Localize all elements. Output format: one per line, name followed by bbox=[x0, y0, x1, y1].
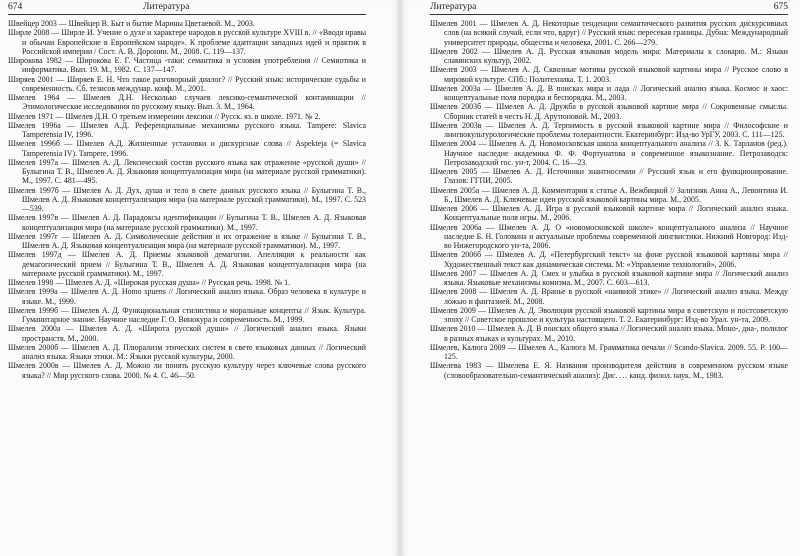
bibliography-entry: Шмелев 2003 — Шмелев А. Д. Сквозные мотивы русской языковой картины мира // Русское слово в мировой культуре. СПб.: Политехника. Т. 1. 2003. bbox=[430, 65, 788, 84]
bibliography-list bbox=[8, 19, 366, 380]
bibliography-entry: Шмелев 2000а — Шмелев А. Д. «Широта русской души» // Логический анализ языка. Языки пространств. М., 2000. bbox=[8, 324, 366, 343]
bibliography-entry: Шмелев 2007 — Шмелев А. Д. Смех и улыбка в русской языковой картине мира // Логический анализ языка. Языковые механизмы комизма. М., 2007. С. 603—613. bbox=[430, 268, 788, 287]
bibliography-entry: Шмелев 2001 — Шмелев А. Д. Некоторые тенденции семантического развития русских дискурсивных слов (на всякий случай, если что, вдруг) // Русский язык: пересекая границы. Дубна: Международный университет природы, общества и человека, 2001. С. 266—279. bbox=[430, 19, 788, 47]
bibliography-entry: Шмелев 1999б — Шмелев А. Д. Функциональная стилистика и моральные концепты // Язык. Культура. Гуманитарное знание. Научное наследие Г. О. Винокура и современность. М., 1999. bbox=[8, 305, 366, 324]
bibliography-entry: Шмелев 1996а — Шмелев А.Д. Референциальные механизмы русского языка. Tampere: Slavica Tamperensia IV, 1996. bbox=[8, 120, 366, 139]
bibliography-entry: Шмелев 2002 — Шмелев А. Д. Русская языковая модель мира: Материалы к словарю. М.: Языки славянских культур, 2002. bbox=[430, 46, 788, 65]
page-number: 674 bbox=[8, 2, 23, 12]
bibliography-entry: Шмелева 1983 — Шмелева Е. Я. Названия производителя действия в современном русском языке (словообразовательно-семантический анализ): Дис. … канд. филол. наук. М., 1983. bbox=[430, 361, 788, 380]
bibliography-entry: Шмелев 2005 — Шмелев А. Д. Источники энантиосемии // Русский язык и его функционирование. Глазов: ГГПИ, 2005. bbox=[430, 167, 788, 186]
bibliography-entry: Шмелев 2004 — Шмелев А. Д. Новомосковская школа концептуального анализа // З. К. Тарланов (ред.). Научное наследие академика Ф. Ф. Фортунатова и современное языкознание. Петрозаводск: Петрозаводский гос. ун-т, 2004. С. 16—23. bbox=[430, 139, 788, 167]
page-number: 675 bbox=[773, 2, 788, 12]
bibliography-entry: Шмелев 1999а — Шмелев А. Д. Homo spuens // Логический анализ языка. Образ человека в культуре и языке. М., 1999. bbox=[8, 287, 366, 306]
bibliography-entry: Шмелев 2006а — Шмелев А. Д. О «новомосковской школе» концептуального анализа // Научное наследие Б. Н. Головина и актуальные проблемы современной лингвистики. Нижний Новгород: Изд-во Нижегородского ун-та, 2006. bbox=[430, 222, 788, 250]
bibliography-entry: Шмелев 2006б — Шмелев А. Д. «Петербургский текст» на фоне русской языковой картины мира // Художественный текст как динамическая система. М: «Управление технологий», 2006. bbox=[430, 250, 788, 269]
page-header bbox=[430, 0, 788, 15]
bibliography-entry: Шмелев 2000б — Шмелев А. Д. Плюрализм этических систем в свете языковых данных // Логический анализ языка. Языки этики. М.: Языки русской культуры, 2000. bbox=[8, 342, 366, 361]
bibliography-entry: Шмелев 1998 — Шмелев А. Д. «Широкая русская душа» // Русская речь. 1998. № 1. bbox=[8, 278, 291, 287]
bibliography-entry: Шмелев 2010 — Шмелев А. Д. В поисках общего языка // Логический анализ языка. Моно-, диа-, полилог в разных языках и культурах. М., 2010. bbox=[430, 324, 788, 343]
bibliography-entry: Ширле 2008 — Ширле И. Учение о духе и характере народов в русской культуре XVIII в. // «Вводя нравы и обычаи Европейские в Европейском народе». К проблеме адаптации западных идей и практик в Российской империи / Сост. А. В. Доронин. М., 2008. С. 119—137. bbox=[8, 28, 366, 56]
bibliography-entry: Шмелев 1964 — Шмелев Д.Н. Несколько случаев лексико-семантической контаминации // Этимологические исследования по русскому языку. Вып. 3. М., 1964. bbox=[8, 93, 366, 112]
bibliography-entry: Широкова 1982 — Широкова Е. Г. Частица -таки: семантика и условия употребления // Семиотика и информатика. Вып. 19. М., 1982. С. 137—147. bbox=[8, 56, 366, 75]
bibliography-entry: Шмелев 1997в — Шмелев А. Д. Парадоксы идентификации // Булыгина Т. В., Шмелев А. Д. Языковая концептуализация мира (на материале русской грамматики). М., 1997. bbox=[8, 213, 366, 232]
bibliography-entry: Шмелев 2009 — Шмелев А. Д. Эволюция русской языковой картины мира в советскую и постсоветскую эпоху // Советское прошлое и культура настоящего. Т. 2. Екатеринбург: Изд-во Урал. ун-та, 2009. bbox=[430, 305, 788, 324]
bibliography-entry: Шмелев 1996б — Шмелев А.Д. Жизненные установки и дискурсные слова // Aspekteja (= Slavica Tamperensia IV). Tampere, 1996. bbox=[8, 139, 366, 158]
bibliography-entry: Шмелев 2005а — Шмелев А. Д. Комментарии к статье А. Вежбицкой // Зализняк Анна А., Левонтина И. Б., Шмелев А. Д. Ключевые идеи русской языковой картины мира. М., 2005. bbox=[430, 185, 788, 204]
bibliography-entry: Шмелев 1997б — Шмелев А. Д. Дух, душа и тело в свете данных русского языка // Булыгина Т. В., Шмелев А. Д. Языковая концептуализация мира (на материале русской грамматики). М., 1997. С. 523—539. bbox=[8, 185, 366, 213]
bibliography-entry: Шмелев 2000в — Шмелев А. Д. Можно ли понять русскую культуру через ключевые слова русского языка? // Мир русского слова. 2000. № 4. С. 46—50. bbox=[8, 361, 366, 380]
bibliography-list bbox=[430, 19, 788, 380]
bibliography-entry: Ширяев 2001 — Ширяев Е. Н. Что такое разговорный диалог? // Русский язык: исторические судьбы и современность. Сб. тезисов междунар. конф. М., 2001. bbox=[8, 74, 366, 93]
bibliography-entry: Шмелев 2003а — Шмелев А. Д. В поисках мира и лада // Логический анализ языка. Космос и хаос: концептуальные поля порядка и беспорядка. М., 2003. bbox=[430, 83, 788, 102]
bibliography-entry: Шмелев 2006 — Шмелев А. Д. Игра в русской языковой картине мира // Логический анализ языка. Концептуальные поля игры. М., 2006. bbox=[430, 204, 788, 223]
bibliography-entry: Шмелев 1997г — Шмелев А. Д. Символические действия и их отражение в языке // Булыгина Т. В., Шмелев А. Д. Языковая концептуализация мира (на материале русской грамматики). М., 1997. bbox=[8, 231, 366, 250]
bibliography-entry: Шмелев, Калюга 2009 — Шмелев А., Калюга М. Грамматика печали // Scando-Slavica. 2009. 55. P. 100—125. bbox=[430, 342, 788, 361]
bibliography-entry: Шмелев 2003б — Шмелев А. Д. Дружба в русской языковой картине мира // Сокровенные смыслы. Сборник статей в честь Н. Д. Арутюновой. М., 2003. bbox=[430, 102, 788, 121]
bibliography-entry: Шмелев 1997а — Шмелев А. Д. Лексический состав русского языка как отражение «русской души» // Булыгина Т. В., Шмелев А. Д. Языковая концептуализация мира (на материале русской грамматики). М., 1997. С. 481—495. bbox=[8, 157, 366, 186]
page-header bbox=[8, 0, 366, 15]
bibliography-entry: Швейцер 2003 — Швейцер В. Быт и бытие Марины Цветаевой. М., 2003. bbox=[8, 19, 255, 28]
running-title: Литература bbox=[143, 2, 190, 12]
running-title: Литература bbox=[430, 2, 477, 12]
right-page bbox=[400, 0, 800, 556]
bibliography-entry: Шмелев 2003в — Шмелев А. Д. Терпимость в русской языковой картине мира // Философские и лингвокультурологические проблемы толерантности. Екатеринбург: Изд-во УрГУ, 2003. С. 111—125. bbox=[430, 120, 788, 139]
bibliography-entry: Шмелев 2008 — Шмелев А. Д. Вранье в русской «наивной этике» // Логический анализ языка. Между ложью и фантазией. М., 2008. bbox=[430, 287, 788, 306]
bibliography-entry: Шмелев 1971 — Шмелев Д.Н. О третьем измерении лексики // Русск. яз. в школе. 1971. № 2. bbox=[8, 111, 321, 121]
bibliography-entry: Шмелев 1997д — Шмелев А. Д. Приемы языковой демагогии. Апелляция к реальности как демагогический прием // Булыгина Т. В., Шмелев А. Д. Языковая концептуализация мира (на материале русской грамматики). М., 1997. bbox=[8, 250, 366, 278]
